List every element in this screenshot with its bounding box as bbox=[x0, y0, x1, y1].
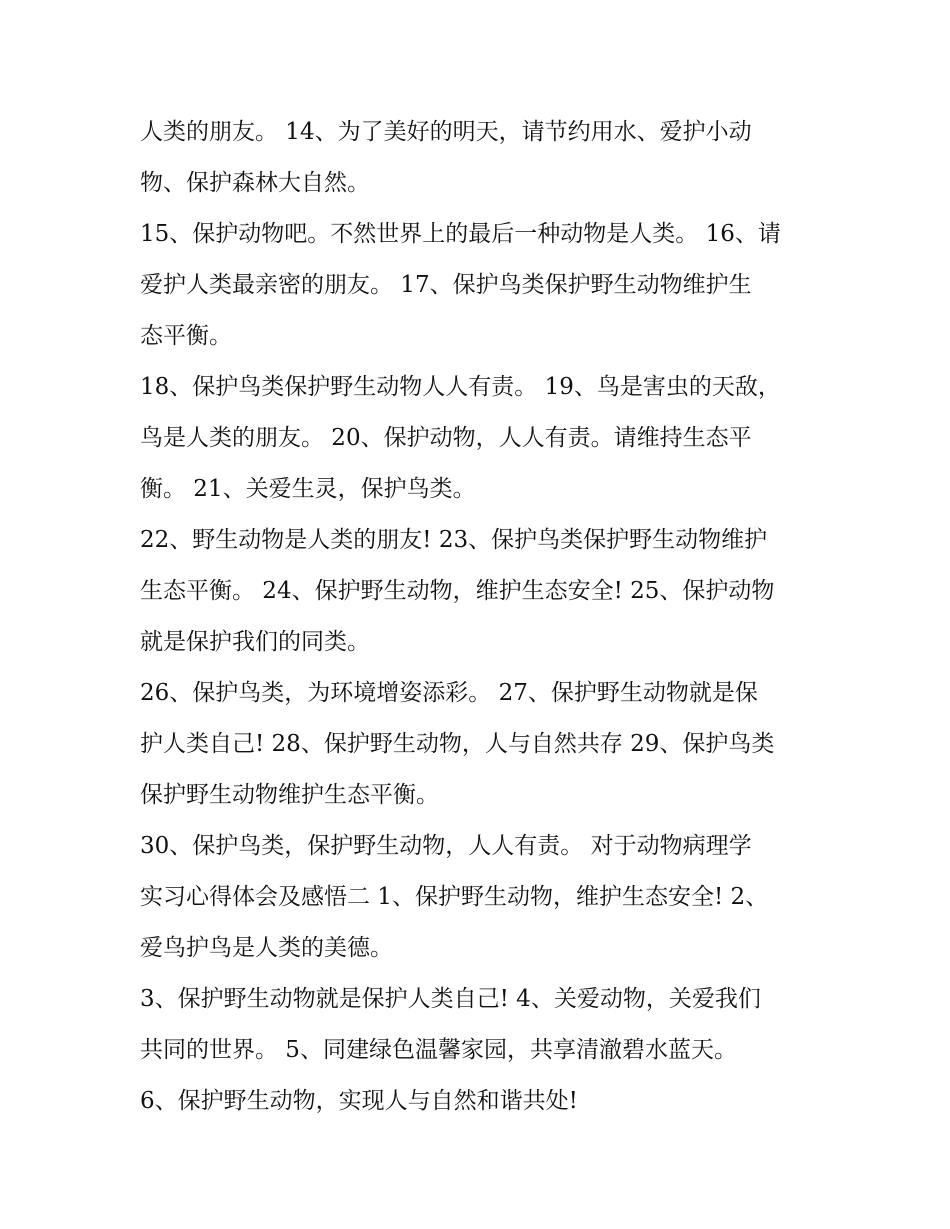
text-line: 3、保护野生动物就是保护人类自己! 4、关爱动物，关爱我们 bbox=[140, 986, 761, 1012]
text-line: 26、保护鸟类，为环境增姿添彩。 27、保护野生动物就是保 bbox=[140, 680, 758, 706]
text-line: 共同的世界。 5、同建绿色温馨家园，共享清澈碧水蓝天。 bbox=[140, 1037, 737, 1063]
text-line: 30、保护鸟类，保护野生动物，人人有责。 对于动物病理学 bbox=[140, 833, 752, 859]
document-body bbox=[140, 107, 820, 1127]
text-line: 实习心得体会及感悟二 1、保护野生动物，维护生态安全! 2、 bbox=[140, 884, 769, 910]
text-line: 保护野生动物维护生态平衡。 bbox=[140, 782, 439, 808]
text-line: 6、保护野生动物，实现人与自然和谐共处! bbox=[140, 1088, 578, 1114]
text-line: 爱护人类最亲密的朋友。 17、保护鸟类保护野生动物维护生 bbox=[140, 272, 752, 298]
text-line: 鸟是人类的朋友。 20、保护动物，人人有责。请维持生态平 bbox=[140, 425, 752, 451]
text-line: 护人类自己! 28、保护野生动物，人与自然共存 29、保护鸟类 bbox=[140, 731, 775, 757]
text-line: 衡。 21、关爱生灵，保护鸟类。 bbox=[140, 476, 476, 502]
text-line: 18、保护鸟类保护野生动物人人有责。 19、鸟是害虫的天敌， bbox=[140, 374, 781, 400]
text-line: 物、保护森林大自然。 bbox=[140, 170, 370, 196]
text-line: 15、保护动物吧。不然世界上的最后一种动物是人类。 16、请 bbox=[140, 221, 781, 247]
text-line: 生态平衡。 24、保护野生动物，维护生态安全! 25、保护动物 bbox=[140, 578, 775, 604]
text-line: 爱鸟护鸟是人类的美德。 bbox=[140, 935, 393, 961]
text-line: 就是保护我们的同类。 bbox=[140, 629, 370, 655]
text-line: 态平衡。 bbox=[140, 323, 232, 349]
text-line: 人类的朋友。 14、为了美好的明天，请节约用水、爱护小动 bbox=[140, 119, 752, 145]
text-line: 22、野生动物是人类的朋友! 23、保护鸟类保护野生动物维护 bbox=[140, 527, 768, 553]
